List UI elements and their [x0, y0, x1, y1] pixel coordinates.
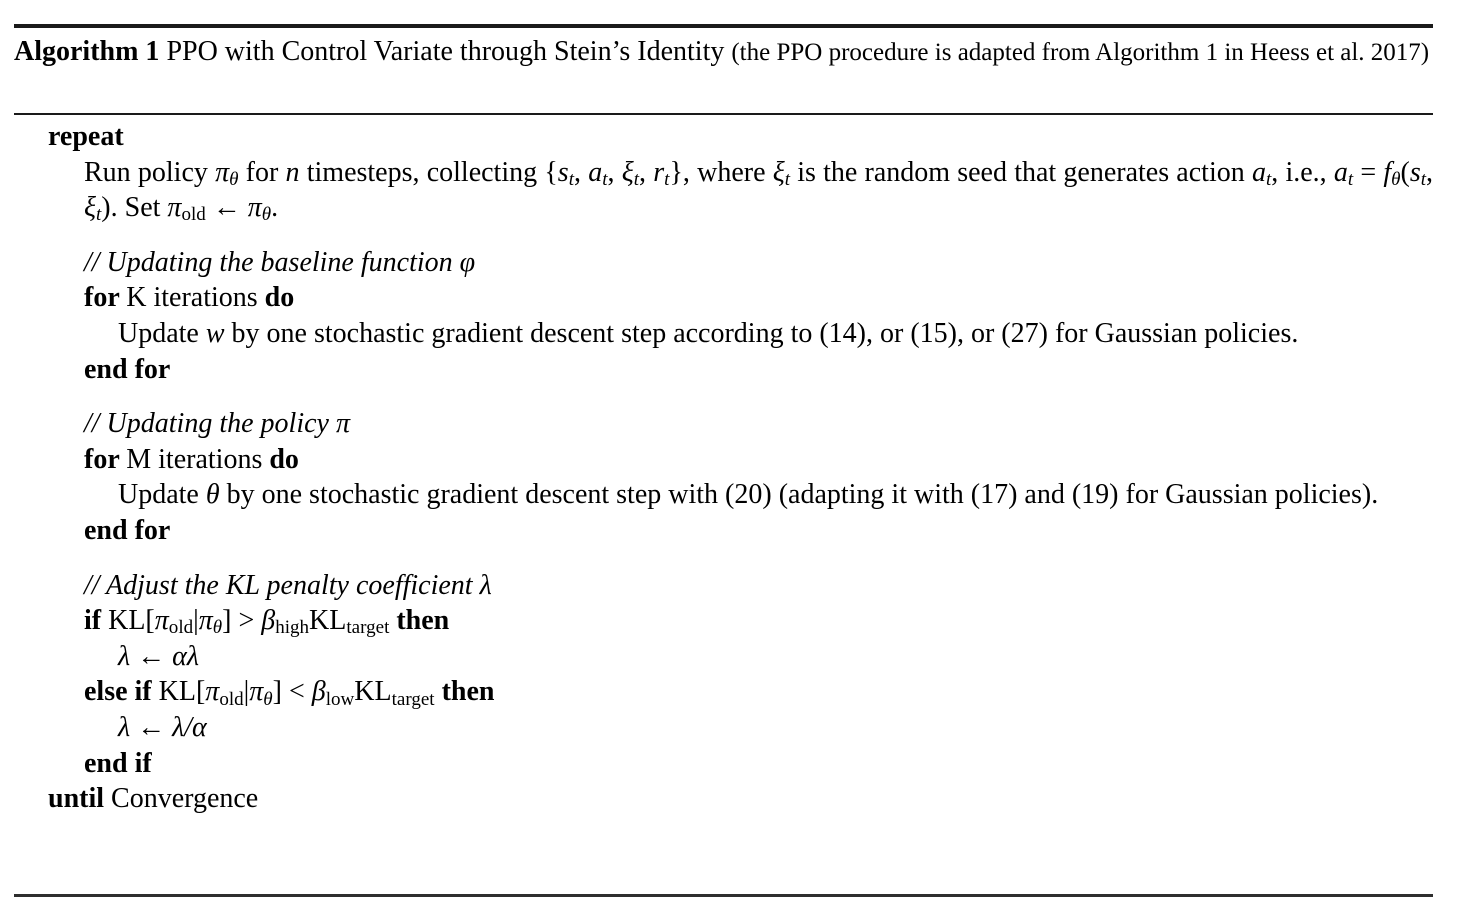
- text-run: end for: [84, 514, 171, 546]
- text-run: ,: [573, 156, 589, 188]
- text-run: by one stochastic gradient descent step according to (14), or (15), or (27) for Gaussian policies.: [224, 317, 1299, 349]
- text-run: old: [181, 204, 206, 226]
- top-rule: [14, 24, 1433, 28]
- text-run: θ: [212, 617, 223, 639]
- text-run: target: [391, 688, 435, 710]
- text-run: ). Set: [101, 192, 168, 224]
- text-run: =: [1353, 156, 1384, 188]
- text-run: M iterations: [126, 443, 270, 475]
- text-run: a: [588, 156, 603, 188]
- text-run: |: [243, 676, 250, 708]
- text-run: if: [84, 605, 109, 637]
- text-run: t: [1420, 168, 1427, 190]
- text-run: PPO with Control Variate through Stein’s Identity: [159, 36, 732, 67]
- text-run: π: [198, 605, 213, 637]
- text-run: β: [311, 676, 326, 708]
- text-run: ξ: [84, 192, 96, 224]
- text-run: then: [441, 676, 495, 708]
- text-run: θ: [205, 479, 220, 511]
- update-w-step: [118, 316, 1433, 352]
- text-run: π: [167, 192, 182, 224]
- text-run: t: [568, 168, 574, 190]
- text-run: ,: [639, 156, 654, 188]
- text-run: Update: [118, 317, 206, 349]
- text-run: s: [557, 156, 569, 188]
- update-theta-step: [118, 477, 1433, 513]
- text-run: old: [168, 617, 194, 639]
- text-run: // Updating the baseline function φ: [84, 246, 476, 278]
- lambda-increase-step: [118, 639, 1433, 675]
- text-run: ←: [130, 711, 173, 743]
- text-run: r: [653, 156, 665, 188]
- text-run: Update: [118, 479, 206, 511]
- text-run: by one stochastic gradient descent step with (20) (adapting it with (17) and (19) for Gaussian policies).: [219, 479, 1379, 511]
- text-run: θ: [261, 204, 272, 226]
- text-run: ←: [205, 192, 248, 224]
- text-run: t: [96, 204, 102, 226]
- text-run: a: [1333, 156, 1348, 188]
- text-run: for: [84, 443, 127, 475]
- text-run: ,: [607, 156, 622, 188]
- text-run: KL: [309, 605, 347, 637]
- text-run: ] <: [272, 676, 312, 708]
- text-run: Algorithm 1: [14, 36, 160, 67]
- text-run: t: [602, 168, 608, 190]
- text-run: π: [154, 605, 169, 637]
- text-run: do: [269, 443, 299, 475]
- for-m-iterations-line: [84, 442, 1433, 478]
- text-run: s: [1409, 156, 1421, 188]
- text-run: λ: [118, 640, 131, 672]
- comment-kl-penalty: [84, 568, 1433, 604]
- text-run: π: [215, 156, 230, 188]
- text-run: ←: [130, 640, 173, 672]
- text-run: t: [633, 168, 640, 190]
- until-convergence-line: [48, 781, 1433, 817]
- text-run: |: [193, 605, 199, 637]
- text-run: old: [219, 688, 244, 710]
- text-run: ξ: [621, 156, 634, 188]
- text-run: θ: [263, 688, 273, 710]
- text-run: end for: [84, 353, 171, 385]
- text-run: else if: [84, 676, 159, 708]
- text-run: then: [396, 605, 450, 637]
- run-policy-step: [84, 155, 1441, 226]
- text-run: high: [275, 617, 310, 639]
- comment-policy-update: [84, 406, 1433, 442]
- lambda-decrease-step: [118, 710, 1433, 746]
- text-run: , i.e.,: [1271, 156, 1334, 188]
- text-run: π: [247, 192, 262, 224]
- text-run: ξ: [772, 156, 785, 188]
- text-run: n: [285, 156, 300, 188]
- if-kl-high-line: [84, 603, 1433, 639]
- end-for-line-1: [84, 352, 1433, 388]
- text-run: low: [325, 688, 355, 710]
- text-run: // Updating the policy π: [84, 408, 350, 440]
- for-k-iterations-line: [84, 280, 1433, 316]
- text-run: ,: [1426, 156, 1441, 188]
- else-if-kl-low-line: [84, 674, 1433, 710]
- text-run: KL[: [108, 605, 155, 637]
- text-run: θ: [1391, 168, 1401, 190]
- comment-baseline-update: [84, 245, 1433, 281]
- text-run: a: [1251, 156, 1266, 188]
- algorithm-body: [14, 119, 1441, 817]
- text-run: λ: [118, 711, 131, 743]
- text-run: // Adjust the KL penalty coefficient λ: [84, 569, 492, 601]
- text-run: target: [346, 617, 390, 639]
- text-run: }: [669, 156, 683, 188]
- end-if-line: [84, 746, 1433, 782]
- end-for-line-2: [84, 513, 1433, 549]
- text-run: t: [664, 168, 670, 190]
- text-run: for: [84, 282, 127, 314]
- algorithm-caption: [14, 33, 1433, 72]
- text-run: (: [1400, 156, 1410, 188]
- text-run: β: [261, 605, 276, 637]
- repeat-keyword-line: [48, 119, 1433, 155]
- text-run: f: [1383, 156, 1392, 188]
- text-run: ] >: [222, 605, 262, 637]
- text-run: until: [48, 783, 112, 815]
- text-run: {: [544, 156, 558, 188]
- text-run: t: [784, 168, 790, 190]
- text-run: λ/α: [172, 711, 207, 743]
- text-run: θ: [229, 168, 239, 190]
- text-run: K iterations: [126, 282, 265, 314]
- text-run: for: [238, 156, 286, 188]
- text-run: .: [271, 192, 279, 224]
- caption-separator-rule: [14, 113, 1433, 115]
- text-run: t: [1265, 168, 1272, 190]
- text-run: timesteps, collecting: [299, 156, 545, 188]
- text-run: is the random seed that generates action: [790, 156, 1252, 188]
- text-run: (the PPO procedure is adapted from Algorithm 1 in Heess et al. 2017): [731, 39, 1430, 66]
- text-run: KL: [354, 676, 392, 708]
- text-run: t: [1347, 168, 1354, 190]
- text-run: repeat: [48, 121, 124, 152]
- text-run: , where: [682, 156, 773, 188]
- text-run: [435, 676, 442, 707]
- text-run: αλ: [172, 640, 199, 672]
- text-run: do: [264, 282, 295, 314]
- text-run: end if: [84, 747, 152, 779]
- text-run: Run policy: [84, 156, 216, 188]
- text-run: π: [249, 676, 264, 708]
- text-run: w: [205, 317, 225, 349]
- text-run: π: [205, 676, 220, 708]
- text-run: KL[: [158, 676, 206, 708]
- bottom-rule: [14, 894, 1433, 897]
- text-run: Convergence: [111, 783, 259, 815]
